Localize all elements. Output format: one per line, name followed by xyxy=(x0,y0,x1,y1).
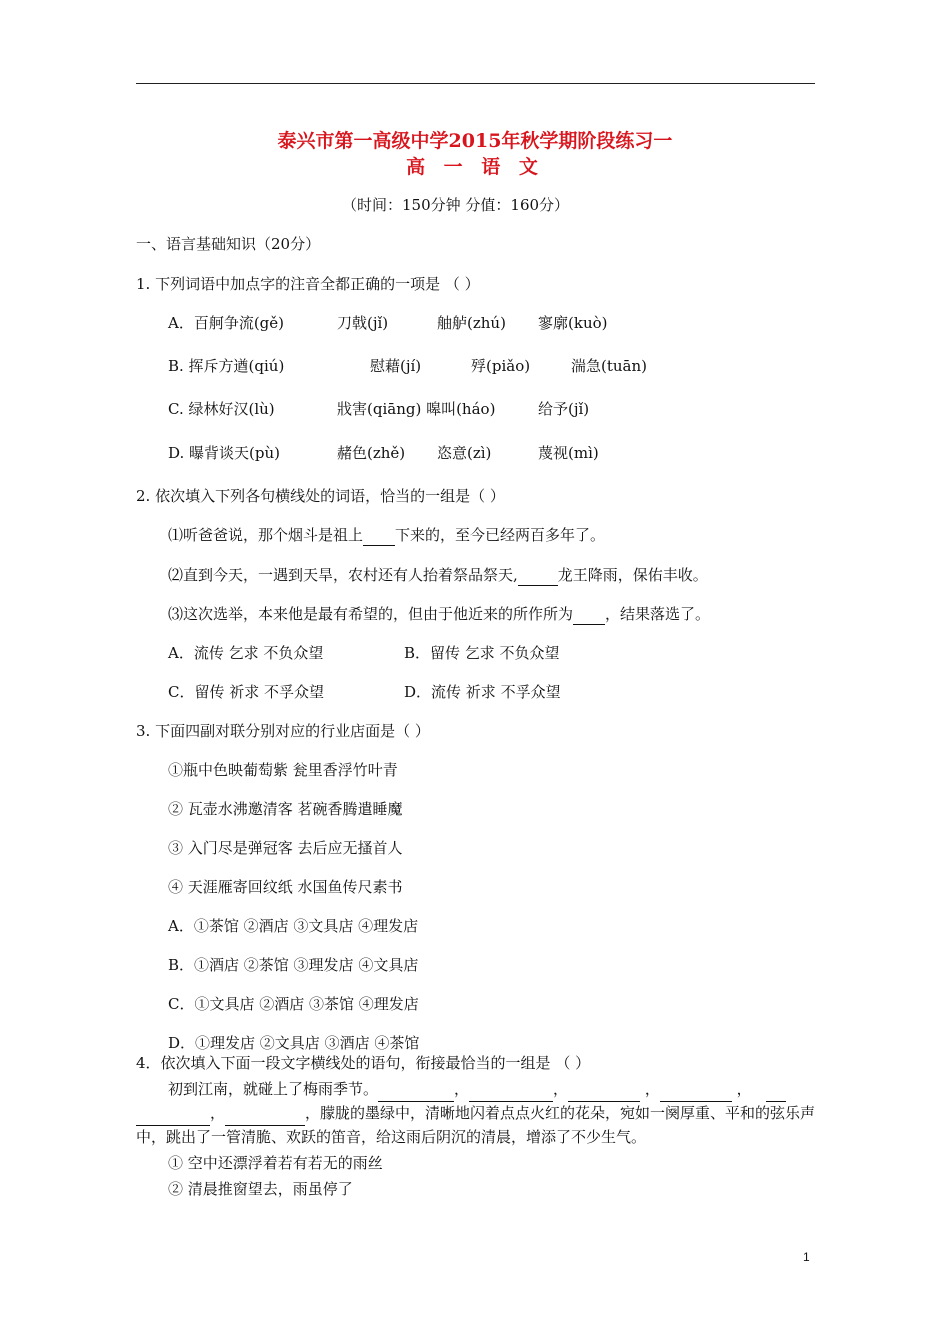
q1-a-3: 舳舻(zhú) xyxy=(437,314,506,332)
q4-blank-4 xyxy=(660,1078,732,1102)
q3-option-b: B．①酒店 ②茶馆 ③理发店 ④文具店 xyxy=(168,956,419,974)
q2-blank-2 xyxy=(518,565,558,586)
q2-s2-part-a: ⑵直到今天，一遇到天旱，农村还有人抬着祭品祭天, xyxy=(168,566,518,584)
q1-d-4: 蔑视(mì) xyxy=(538,444,599,462)
q1-a-4: 寥廓(kuò) xyxy=(538,314,608,332)
q1-b-1: B. 挥斥方遒(qiú) xyxy=(168,357,285,375)
q1-a-2: 刀戟(jǐ) xyxy=(337,314,389,332)
q2-blank-1 xyxy=(363,525,395,546)
q2-option-b: B．留传 乞求 不负众望 xyxy=(404,644,560,662)
q1-a-1: A．百舸争流(gě) xyxy=(168,314,285,332)
header-rule xyxy=(136,83,815,84)
section-heading: 一、语言基础知识（20分） xyxy=(136,235,321,253)
q1-d-3: 恣意(zì) xyxy=(437,444,492,462)
q4-blank-6 xyxy=(225,1102,305,1126)
q2-stem: 2. 依次填入下列各句横线处的词语，恰当的一组是（ ） xyxy=(136,487,505,505)
q2-blank-3 xyxy=(573,604,605,625)
page-number: 1 xyxy=(803,1250,810,1264)
q3-stem: 3. 下面四副对联分别对应的行业店面是（ ） xyxy=(136,722,430,740)
q2-option-d: D．流传 祈求 不孚众望 xyxy=(404,683,561,701)
q3-couplet-4: ④ 天涯雁寄回纹纸 水国鱼传尺素书 xyxy=(168,878,403,896)
q4-item-2: ② 清晨推窗望去，雨虽停了 xyxy=(168,1180,353,1198)
q4-blank-5a xyxy=(766,1078,786,1102)
q3-couplet-2: ② 瓦壶水沸邀清客 茗碗香腾遣睡魔 xyxy=(168,800,403,818)
q4-passage: 初到江南，就碰上了梅雨季节。 ， ， ， ， ， ，朦胧的墨绿中，清晰地闪着点点火红的花朵，宛如一阕厚重、平和的弦乐声中，跳出了一管清脆、欢跃的笛音，给这雨后阴沉的清晨，增添了不少生气。 xyxy=(136,1080,816,1146)
q4-blank-2 xyxy=(469,1078,553,1102)
q1-b-3: 殍(piǎo) xyxy=(471,357,531,375)
q2-sentence-2 xyxy=(168,565,708,586)
q2-option-a: A．流传 乞求 不负众望 xyxy=(168,644,324,662)
q1-c-1: C. 绿林好汉(lù) xyxy=(168,400,275,418)
q1-d-2: 赭色(zhě) xyxy=(337,444,406,462)
q2-s1-part-b: 下来的，至今已经两百多年了。 xyxy=(395,526,606,544)
q4-passage-start: 初到江南，就碰上了梅雨季节。 xyxy=(168,1080,379,1098)
q1-b-2: 慰藉(jí) xyxy=(370,357,422,375)
q4-blank-5b xyxy=(136,1102,210,1126)
q2-sentence-3 xyxy=(168,604,710,625)
q1-d-1: D. 曝背谈天(pù) xyxy=(168,444,280,462)
q1-c-2: 戕害(qiāng) 嗥叫(háo) xyxy=(337,400,496,418)
q3-option-c: C．①文具店 ②酒店 ③茶馆 ④理发店 xyxy=(168,995,419,1013)
exam-subtitle: 高 一 语 文 xyxy=(406,156,544,178)
q2-s3-part-a: ⑶这次选举，本来他是最有希望的，但由于他近来的所作所为 xyxy=(168,605,574,623)
q3-couplet-3: ③ 入门尽是弹冠客 去后应无搔首人 xyxy=(168,839,403,857)
q2-s2-part-b: 龙王降雨，保佑丰收。 xyxy=(557,566,708,584)
q4-blank-1 xyxy=(378,1078,454,1102)
q2-s3-part-b: ，结果落选了。 xyxy=(605,605,711,623)
q4-item-1: ① 空中还漂浮着若有若无的雨丝 xyxy=(168,1154,383,1172)
exam-title: 泰兴市第一高级中学2015年秋学期阶段练习一 xyxy=(277,130,673,152)
q4-blank-3 xyxy=(568,1078,640,1102)
q4-stem: 4．依次填入下面一段文字横线处的语句，衔接最恰当的一组是 （ ） xyxy=(136,1054,591,1072)
q3-couplet-1: ①瓶中色映葡萄紫 瓮里香浮竹叶青 xyxy=(168,761,398,779)
q1-c-4: 给予(jǐ) xyxy=(538,400,590,418)
q3-option-d: D．①理发店 ②文具店 ③酒店 ④茶馆 xyxy=(168,1034,420,1052)
q3-option-a: A．①茶馆 ②酒店 ③文具店 ④理发店 xyxy=(168,917,419,935)
q2-s1-part-a: ⑴听爸爸说，那个烟斗是祖上 xyxy=(168,526,364,544)
q1-stem: 1. 下列词语中加点字的注音全都正确的一项是 （ ） xyxy=(136,275,480,293)
q4-passage-rest: ，朦胧的墨绿中，清晰地闪着点点火红的花朵，宛如一阕厚重、平和的弦乐声中，跳出了一管清脆、欢跃的笛音，给这雨后阴沉的清晨，增添了不少生气。 xyxy=(136,1104,816,1146)
q1-b-4: 湍急(tuān) xyxy=(571,357,647,375)
q2-sentence-1 xyxy=(168,525,605,546)
exam-meta: （时间：150分钟 分值：160分） xyxy=(342,196,570,214)
q2-option-c: C．留传 祈求 不孚众望 xyxy=(168,683,325,701)
